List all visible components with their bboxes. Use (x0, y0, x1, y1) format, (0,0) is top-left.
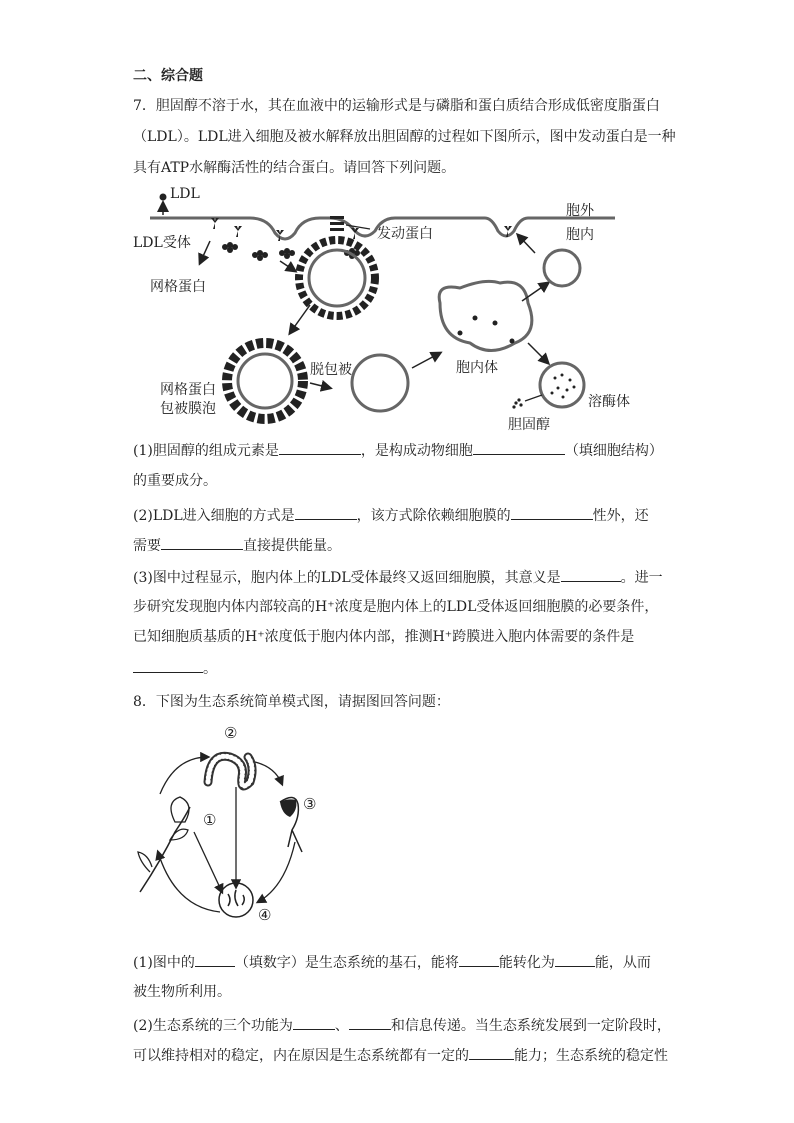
label-vesicle-line-2: 包被膜泡 (160, 401, 216, 417)
label-ldl: LDL (170, 186, 200, 202)
q7-sub1-line2: 的重要成分。 (133, 473, 217, 489)
q8-sub2-line1: (2)生态系统的三个功能为 、 和信息传递。当生态系统发展到一定阶段时， (133, 1015, 671, 1036)
ecosystem-figure (130, 722, 330, 922)
answer-blank[interactable] (555, 952, 595, 967)
q7-sub2-line2: 需要 直接提供能量。 (133, 535, 341, 556)
q7-line-1: 7．胆固醇不溶于水，其在血液中的运输形式是与磷脂和蛋白质结合形成低密度脂蛋白 (133, 98, 660, 114)
q7-line-2: （LDL）。LDL进入细胞及被水解释放出胆固醇的过程如下图所示，图中发动蛋白是一种 (133, 129, 676, 145)
q8-sub1-line2: 被生物所利用。 (133, 984, 231, 1000)
q8-title: 8．下图为生态系统简单模式图，请据图回答问题： (133, 694, 450, 710)
label-lysosome: 溶酶体 (588, 394, 630, 410)
label-cholesterol: 胆固醇 (508, 417, 550, 433)
label-vesicle-line-1: 网格蛋白 (160, 382, 216, 398)
answer-blank[interactable] (279, 440, 361, 455)
q7-sub3-line3: 已知细胞质基质的H⁺浓度低于胞内体内部，推测H⁺跨膜进入胞内体需要的条件是 (133, 629, 635, 645)
label-outside: 胞外 (566, 203, 594, 219)
q8-sub2-line2: 可以维持相对的稳定，内在原因是生态系统都有一定的 能力；生态系统的稳定性 (133, 1045, 668, 1066)
answer-blank[interactable] (293, 1015, 335, 1030)
answer-blank[interactable] (459, 952, 499, 967)
label-dynamin: 发动蛋白 (377, 226, 433, 242)
label-num-3: ③ (303, 795, 317, 813)
label-ldl-receptor: LDL受体 (133, 235, 191, 251)
q7-sub3-line2: 步研究发现胞内体内部较高的H⁺浓度是胞内体上的LDL受体返回细胞膜的必要条件， (133, 599, 659, 615)
section-title: 二、综合题 (133, 68, 203, 84)
q7-line-3: 具有ATP水解酶活性的结合蛋白。请回答下列问题。 (133, 160, 456, 176)
label-num-2: ② (224, 724, 238, 742)
q7-sub3-line4: 。 (133, 658, 217, 679)
label-endosome: 胞内体 (456, 360, 498, 376)
label-lattice-protein: 网格蛋白 (150, 279, 206, 295)
label-num-1: ① (203, 811, 217, 829)
answer-blank[interactable] (133, 658, 203, 673)
q7-sub2-line1: (2)LDL进入细胞的方式是 ，该方式除依赖细胞膜的 性外，还 (133, 505, 649, 526)
q7-sub3-line1: (3)图中过程显示，胞内体上的LDL受体最终又返回细胞膜，其意义是 。进一 (133, 567, 663, 588)
answer-blank[interactable] (473, 440, 565, 455)
q7-sub1-line1: (1)胆固醇的组成元素是 ，是构成动物细胞 （填细胞结构） (133, 440, 663, 461)
answer-blank[interactable] (295, 505, 357, 520)
answer-blank[interactable] (195, 952, 235, 967)
answer-blank[interactable] (511, 505, 593, 520)
q8-sub1-line1: (1)图中的 （填数字）是生态系统的基石，能将 能转化为 能，从而 (133, 952, 651, 973)
answer-blank[interactable] (349, 1015, 391, 1030)
label-uncoat: 脱包被 (310, 362, 352, 378)
label-num-4: ④ (258, 906, 272, 924)
answer-blank[interactable] (161, 535, 243, 550)
answer-blank[interactable] (561, 567, 621, 582)
label-inside: 胞内 (566, 227, 594, 243)
answer-blank[interactable] (469, 1045, 514, 1060)
